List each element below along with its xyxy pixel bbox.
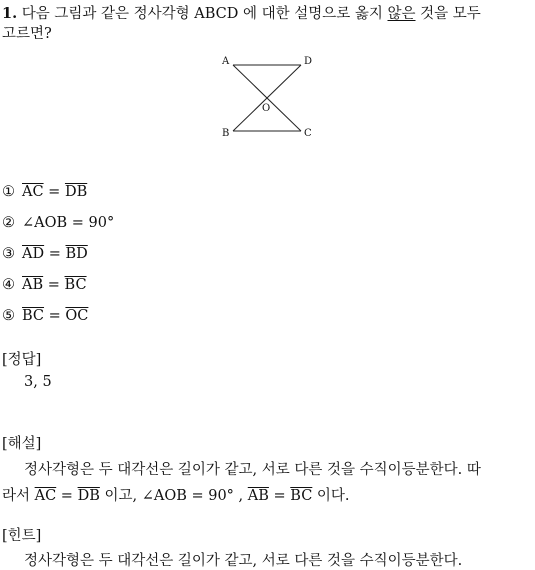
choice-3-part-0: $\overline{AD}$ <box>22 246 45 262</box>
choice-text <box>22 246 88 262</box>
choice-1-part-2: $\overline{DB}$ <box>64 184 88 200</box>
explanation-line-2-part-4: 이고, ∠AOB = 90° , <box>99 488 248 504</box>
choice-number: ② <box>2 215 15 231</box>
hint-header: [힌트] <box>2 528 42 544</box>
question-line-2: 고르면? <box>2 26 52 42</box>
explanation-line-2-part-2: = <box>56 488 78 504</box>
question-number: 1. <box>2 5 18 22</box>
choice-item <box>2 277 87 293</box>
square-figure <box>0 50 535 200</box>
label-d: D <box>304 56 313 67</box>
choice-4-part-0: $\overline{AB}$ <box>22 277 44 293</box>
choice-2-part-0: ∠AOB = 90° <box>22 215 115 231</box>
label-a: A <box>222 56 230 67</box>
choice-5-part-2: $\overline{OC}$ <box>65 308 89 324</box>
choice-number: ① <box>2 184 15 200</box>
explanation-line-2-part-3: $\overline{DB}$ <box>77 488 100 504</box>
explanation-line-2-part-8: 이다. <box>312 488 350 504</box>
choice-number: ④ <box>2 277 15 293</box>
answer-value: 3, 5 <box>24 374 52 390</box>
choice-4-part-2: $\overline{BC}$ <box>64 277 87 293</box>
explanation-line-2-part-0: 라서 <box>2 488 35 504</box>
hint-line-1: 정사각형은 두 대각선은 길이가 같고, 서로 다른 것을 수직이등분한다. <box>24 553 463 569</box>
choice-item <box>2 184 87 200</box>
explanation-line-2-part-7: $\overline{BC}$ <box>290 488 313 504</box>
choice-3-part-1: = <box>44 246 66 262</box>
choice-number: ③ <box>2 246 15 262</box>
choice-item <box>2 246 88 262</box>
explanation-line-2-part-5: $\overline{AB}$ <box>247 488 269 504</box>
choice-4-part-1: = <box>43 277 65 293</box>
choice-text <box>22 184 87 200</box>
explanation-header: [해설] <box>2 436 42 452</box>
explanation-line-2 <box>2 484 350 505</box>
choice-text <box>22 308 88 324</box>
choice-5-part-1: = <box>44 308 66 324</box>
choice-1-part-1: = <box>43 184 65 200</box>
answer-header: [정답] <box>2 352 42 368</box>
label-o: O <box>262 103 271 114</box>
choice-item <box>2 308 88 324</box>
label-c: C <box>304 128 312 139</box>
question-text-b: 것을 모두 <box>415 6 481 22</box>
choice-number: ⑤ <box>2 308 15 324</box>
explanation-line-2-part-1: $\overline{AC}$ <box>34 488 57 504</box>
choice-3-part-2: $\overline{BD}$ <box>65 246 88 262</box>
question-text-a: 다음 그림과 같은 정사각형 ABCD 에 대한 설명으로 옳지 <box>21 6 388 22</box>
question-line-1 <box>2 2 481 23</box>
choice-text <box>22 215 114 231</box>
explanation-line-1: 정사각형은 두 대각선은 길이가 같고, 서로 다른 것을 수직이등분한다. 따 <box>24 462 481 478</box>
label-b: B <box>222 128 230 139</box>
explanation-line-2-part-6: = <box>268 488 291 504</box>
choice-item <box>2 215 114 231</box>
choice-1-part-0: $\overline{AC}$ <box>22 184 44 200</box>
choice-text <box>22 277 87 293</box>
choice-5-part-0: $\overline{BC}$ <box>22 308 45 324</box>
question-text-underlined: 않은 <box>387 6 416 22</box>
